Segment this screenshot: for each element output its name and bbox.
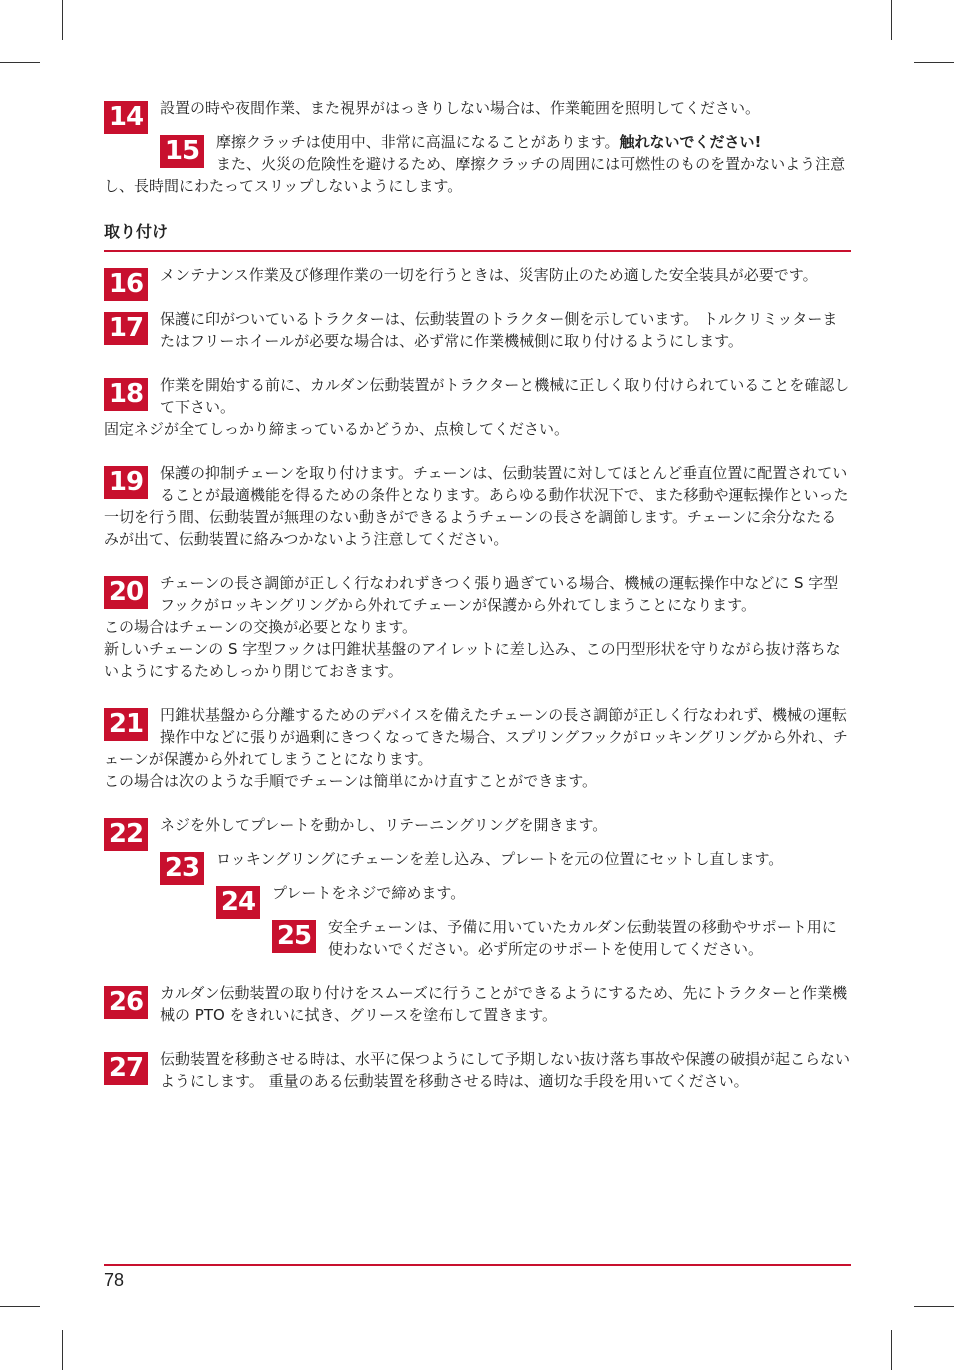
item-text: メンテナンス作業及び修理作業の一切を行うときは、災害防止のため適した安全装具が必要です。 <box>160 266 818 284</box>
item-text: 設置の時や夜間作業、また視界がはっきりしない場合は、作業範囲を照明してください。 <box>160 99 761 117</box>
item-number-badge: 17 <box>104 312 148 345</box>
item-text: 保護の抑制チェーンを取り付けます。チェーンは、伝動装置に対してほとんど垂直位置に配置されていることが最適機能を得るための条件となります。あらゆる動作状況下で、また移動や運転操作といった一切を行う間、伝動装置が無理のない動きができるようチェーンの長さを調節します。チェーンに余分なたるみが出て、伝動装置に絡みつかないよう注意してください。 <box>104 464 849 548</box>
item-number-badge: 23 <box>160 852 204 885</box>
crop-mark <box>914 1306 954 1307</box>
crop-mark <box>0 62 40 63</box>
list-item <box>104 916 851 960</box>
list-item <box>104 462 851 550</box>
page-content <box>104 97 851 1114</box>
list-item <box>104 1048 851 1092</box>
item-text: プレートをネジで締めます。 <box>272 884 466 902</box>
list-item <box>104 308 851 352</box>
item-number-badge: 26 <box>104 986 148 1019</box>
item-text: 摩擦クラッチは使用中、非常に高温になることがあります。触れないでください! また、火災の危険性を避けるため、摩擦クラッチの周囲には可燃性のものを置かないよう注意し、長時間にわたってスリップしないようにします。 <box>104 133 846 195</box>
list-item <box>104 97 851 132</box>
item-number-badge: 24 <box>216 886 260 919</box>
item-number-badge: 16 <box>104 268 148 301</box>
item-text: 保護に印がついているトラクターは、伝動装置のトラクター側を示しています。 トルクリミッターまたはフリーホイールが必要な場合は、必ず常に作業機械側に取り付けるようにします。 <box>160 310 838 350</box>
list-item <box>104 848 851 883</box>
list-item <box>104 814 851 849</box>
warning-text: 触れないでください! <box>619 133 762 151</box>
item-number-badge: 27 <box>104 1052 148 1085</box>
crop-mark <box>62 1330 63 1370</box>
item-number-badge: 20 <box>104 576 148 609</box>
section-heading: 取り付け <box>104 222 169 241</box>
list-item <box>104 374 851 440</box>
crop-mark <box>891 0 892 40</box>
item-number-badge: 15 <box>160 135 204 168</box>
item-number-badge: 14 <box>104 101 148 134</box>
list-item <box>104 882 851 917</box>
item-text: カルダン伝動装置の取り付けをスムーズに行うことができるようにするため、先にトラクターと作業機械の PTO をきれいに拭き、グリースを塗布して置きます。 <box>160 984 848 1024</box>
list-item <box>104 264 851 299</box>
crop-mark <box>0 1306 40 1307</box>
item-number-badge: 21 <box>104 708 148 741</box>
item-number-badge: 18 <box>104 378 148 411</box>
crop-mark <box>914 62 954 63</box>
item-text: 円錐状基盤から分離するためのデバイスを備えたチェーンの長さ調節が正しく行なわれず、機械の運転操作中などに張りが過剰にきつくなってきた場合、スプリングフックがロッキングリングから外れ、チェーンが保護から外れてしまうことになります。 この場合は次のような手順でチェーンは簡単にかけ直すことができます。 <box>104 706 848 790</box>
item-text: ロッキングリングにチェーンを差し込み、プレートを元の位置にセットし直します。 <box>216 850 784 868</box>
divider <box>104 250 851 252</box>
crop-mark <box>62 0 63 40</box>
item-text: チェーンの長さ調節が正しく行なわれずきつく張り過ぎている場合、機械の運転操作中などに S 字型フックがロッキングリングから外れてチェーンが保護から外れてしまうことになります。 この場合はチェーンの交換が必要となります。 新しいチェーンの S 字型フックは円錐状基盤のアイレットに差し込み、この円型形状を守りながら抜け落ちないようにするためしっかり閉じておきます。 <box>104 574 841 680</box>
list-item <box>104 131 851 197</box>
list-item <box>104 704 851 792</box>
page-number: 78 <box>104 1270 125 1290</box>
item-text: ネジを外してプレートを動かし、リテーニングリングを開きます。 <box>160 816 608 834</box>
item-text: 作業を開始する前に、カルダン伝動装置がトラクターと機械に正しく取り付けられていることを確認して下さい。 固定ネジが全てしっかり締まっているかどうか、点検してください。 <box>104 376 850 438</box>
item-number-badge: 25 <box>272 920 316 953</box>
item-number-badge: 22 <box>104 818 148 851</box>
item-text: 安全チェーンは、予備に用いていたカルダン伝動装置の移動やサポート用に使わないでください。必ず所定のサポートを使用してください。 <box>328 918 837 958</box>
footer-divider <box>104 1264 851 1266</box>
item-number-badge: 19 <box>104 466 148 499</box>
crop-mark <box>891 1330 892 1370</box>
item-text: 伝動装置を移動させる時は、水平に保つようにして予期しない抜け落ち事故や保護の破損が起こらないようにします。 重量のある伝動装置を移動させる時は、適切な手段を用いてください。 <box>160 1050 851 1090</box>
list-item <box>104 982 851 1026</box>
list-item <box>104 572 851 682</box>
